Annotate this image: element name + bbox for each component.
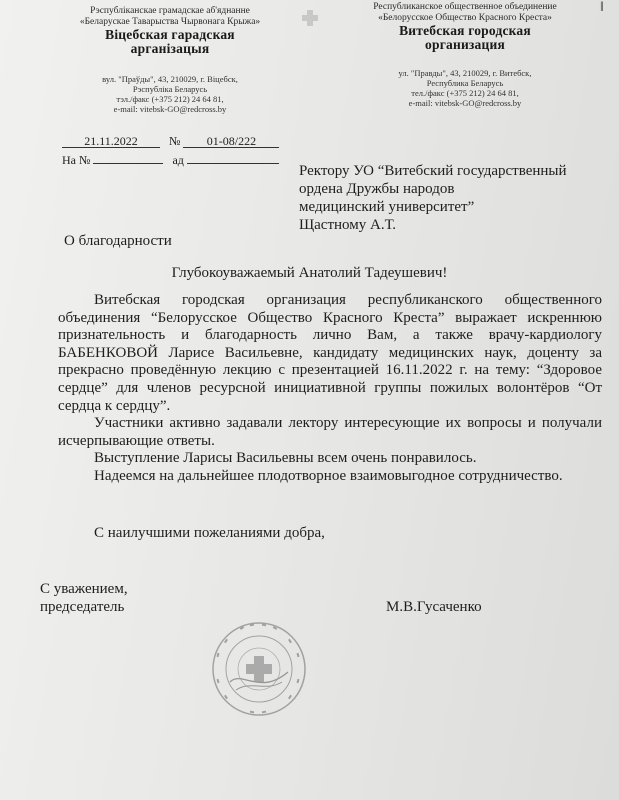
header-left-org-line2: арганізацыя — [130, 41, 210, 56]
recipient-line1: Ректору УО “Витебский государственный — [299, 163, 567, 179]
header-left-line2: «Беларускае Таварыства Чырвонага Крыжа» — [79, 17, 261, 27]
subject-line: О благодарности — [64, 233, 172, 249]
header-right-org-line2: организация — [425, 37, 505, 52]
header-right-addr4: e-mail: vitebsk-GO@redcross.by — [408, 98, 522, 108]
signature-regards: С уважением, — [40, 581, 128, 597]
doc-date: 21.11.2022 — [62, 134, 160, 148]
header-left-line1: Рэспубліканскае грамадскае аб'яднанне — [90, 6, 250, 16]
header-right-addr2: Республика Беларусь — [426, 78, 504, 88]
paragraph-4: Надеемся на дальнейшее плодотворное взаимовыгодное сотрудничество. — [94, 467, 563, 484]
header-left-addr3: тэл./факс (+375 212) 24 64 81, — [116, 94, 224, 104]
recipient-line3: медицинский университет” — [299, 199, 475, 215]
doc-meta-row1 — [62, 134, 302, 149]
header-left-addr1: вул. "Праўды", 43, 210029, г. Віцебск, — [102, 74, 238, 84]
doc-meta-row2 — [62, 150, 302, 168]
header-right — [350, 2, 580, 108]
corner-mark: ‖ — [600, 0, 604, 15]
paragraph-1: Витебская городская организация республиканского общественного объединения “Белорусское Общество Красного Креста” выражает искреннюю признательность и благодарность лично Вам, а также врачу-кардиологу БАБЕНКОВОЙ Ларисе Васильевне, кандидату медицинских наук, доценту за прекрасно проведённую лекцию с презентацией 16.11.2022 г. на тему: “Здоровое сердце” для членов ресурсной инициативной группы пожилых волонтёров “От сердца к сердцу”. — [58, 292, 602, 414]
header-left-addr2: Рэспубліка Беларусь — [132, 84, 208, 94]
doc-number-label: № — [169, 134, 181, 148]
header-left-addr4: e-mail: vitebsk-GO@redcross.by — [113, 104, 227, 114]
signature-position: председатель — [40, 599, 125, 615]
letter-body — [58, 292, 602, 486]
ref-label: На № — [62, 153, 91, 167]
header-right-addr3: тел./факс (+375 212) 24 64 81, — [411, 88, 519, 98]
header-right-line2: «Белорусское Общество Красного Креста» — [378, 13, 552, 23]
header-left-org-line1: Віцебская гарадская — [105, 27, 235, 42]
ref-from-label: ад — [172, 153, 184, 167]
closing-line: С наилучшими пожеланиями добра, — [94, 525, 325, 541]
header-right-org-line1: Витебская городская — [399, 23, 531, 38]
official-stamp — [210, 620, 308, 718]
recipient-line2: ордена Дружбы народов — [299, 181, 455, 197]
red-cross-emblem — [300, 8, 320, 28]
salutation: Глубокоуважаемый Анатолий Тадеушевич! — [171, 265, 448, 281]
header-right-addr1: ул. "Правды", 43, 210029, г. Витебск, — [398, 68, 532, 78]
paragraph-2: Участники активно задавали лектору интересующие их вопросы и получали исчерпывающие ответы. — [58, 415, 602, 449]
ref-number-blank — [93, 150, 163, 164]
recipient-block — [299, 162, 599, 234]
doc-number: 01-08/222 — [183, 134, 279, 148]
signature-name: М.В.Гусаченко — [386, 599, 482, 615]
recipient-line4: Щастному А.Т. — [299, 217, 396, 233]
header-left — [60, 6, 280, 114]
header-right-line1: Республиканское общественное объединение — [373, 2, 557, 12]
paragraph-3: Выступление Ларисы Васильевны всем очень понравилось. — [94, 450, 477, 467]
ref-date-blank — [187, 150, 279, 164]
